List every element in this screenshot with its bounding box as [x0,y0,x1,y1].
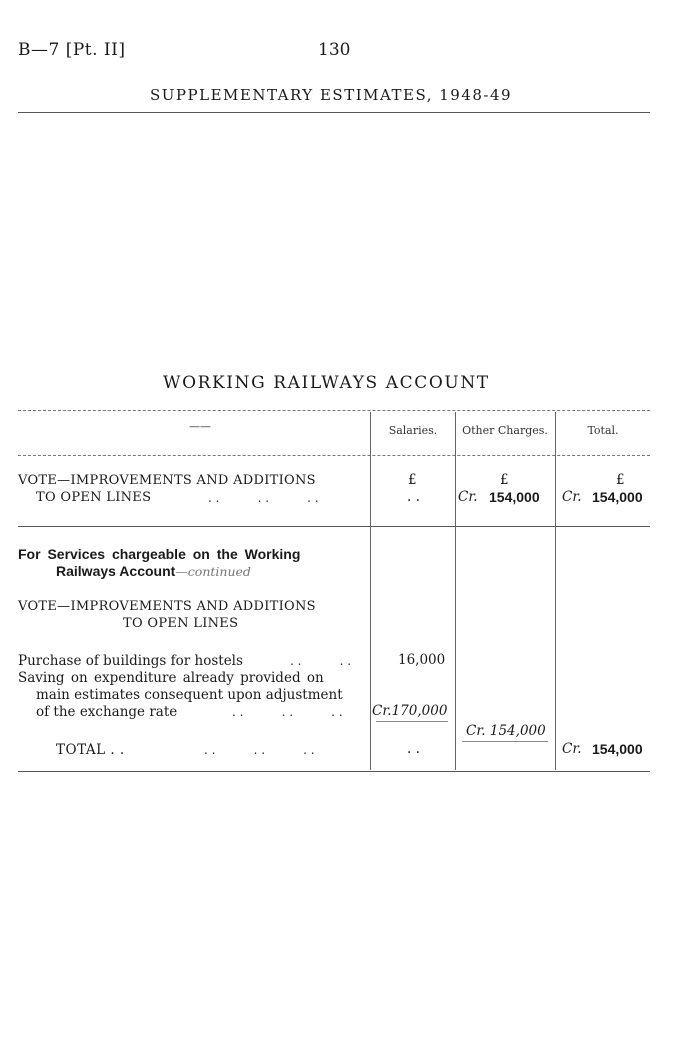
col-header-salaries: Salaries. [388,424,438,437]
item-saving-dots: . . . . . . [232,705,343,719]
item-hostels-label: Purchase of buildings for hostels [18,653,243,669]
summary-dots: . . . . . . [208,491,319,505]
summary-other-unit: £ [500,472,509,488]
services-heading-line2: Railways Account [56,563,176,579]
summary-total-value: 154,000 [592,489,643,505]
col-divider-1 [370,412,371,770]
item-saving-line2: main estimates consequent upon adjustment [36,687,343,703]
item-hostels-value: 16,000 [398,652,446,668]
salaries-subtotal-rule [376,721,448,722]
col-header-total: Total. [587,424,619,437]
summary-other-value: 154,000 [489,489,540,505]
summary-total-prefix: Cr. [562,489,582,505]
summary-total-unit: £ [616,472,625,488]
services-heading-line1: For Services chargeable on the Working [18,546,301,562]
page-number: 130 [318,40,351,60]
total-prefix: Cr. [562,741,582,757]
other-subtotal-rule [462,741,548,742]
other-subtotal-value: Cr. 154,000 [466,723,546,739]
total-dots: . . . . . . [204,743,315,757]
table-top-rule [18,410,650,411]
total-salaries-value: . . [407,741,420,757]
col-divider-3 [555,412,556,770]
item-hostels-dots: . . . . [290,654,352,668]
document-reference: B—7 [Pt. II] [18,40,126,60]
summary-vote-line2: TO OPEN LINES [36,490,152,505]
item-saving-line3: of the exchange rate [36,704,178,720]
col-divider-2 [455,412,456,770]
col-header-other-charges: Other Charges. [462,424,548,437]
table-bottom-rule [18,771,650,772]
item-saving-value: Cr.170,000 [372,703,448,719]
summary-vote-line1: VOTE—IMPROVEMENTS AND ADDITIONS [18,473,316,488]
total-value: 154,000 [592,741,643,757]
item-saving-line1: Saving on expenditure already provided on [18,670,324,686]
summary-salaries-value: . . [407,489,420,505]
total-label: TOTAL . . [56,742,125,758]
section-title: WORKING RAILWAYS ACCOUNT [163,373,490,393]
header-rule [18,112,650,113]
detail-vote-line1: VOTE—IMPROVEMENTS AND ADDITIONS [18,599,316,614]
summary-salaries-unit: £ [408,472,417,488]
summary-other-prefix: Cr. [458,489,478,505]
services-heading-line2-wrap [56,563,251,580]
detail-vote-line2: TO OPEN LINES [123,616,239,631]
services-heading-continued: —continued [175,564,251,579]
page-title: SUPPLEMENTARY ESTIMATES, 1948-49 [150,86,513,104]
col-header-description: —— [189,420,211,433]
